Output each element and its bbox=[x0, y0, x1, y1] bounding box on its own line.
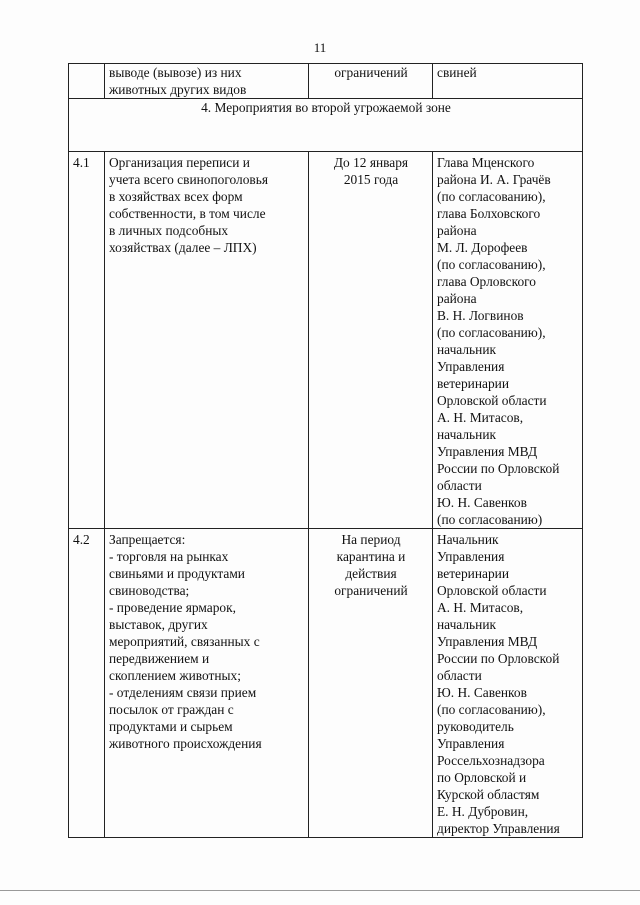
cell-responsible bbox=[433, 152, 583, 529]
text-line: по Орловской и bbox=[437, 770, 527, 785]
text-line: А. Н. Митасов, bbox=[437, 600, 524, 615]
text-line: - торговля на рынках bbox=[109, 549, 229, 564]
text-line: глава Орловского bbox=[437, 274, 537, 289]
text-line: Запрещается: bbox=[109, 532, 186, 547]
text-line: Организация переписи и bbox=[109, 155, 250, 170]
text-line: действия bbox=[345, 566, 397, 581]
text-line: карантина и bbox=[336, 549, 406, 564]
text-line: (по согласованию), bbox=[437, 257, 546, 272]
text-line: Управления bbox=[437, 359, 505, 374]
text-line: глава Болховского bbox=[437, 206, 541, 221]
text-line: хозяйствах (далее – ЛПХ) bbox=[109, 240, 257, 255]
text-line: 2015 года bbox=[343, 172, 399, 187]
text-line: посылок от граждан с bbox=[109, 702, 234, 717]
text-line: Управления МВД bbox=[437, 634, 538, 649]
text-line: Е. Н. Дубровин, bbox=[437, 804, 529, 819]
text-line: района bbox=[437, 223, 477, 238]
text-line: области bbox=[437, 668, 482, 683]
text-line: свиноводства; bbox=[109, 583, 190, 598]
text-line: (по согласованию), bbox=[437, 189, 546, 204]
text-line: (по согласованию), bbox=[437, 702, 546, 717]
text-line: начальник bbox=[437, 342, 496, 357]
text-line: Управления bbox=[437, 736, 505, 751]
text-line: России по Орловской bbox=[437, 651, 560, 666]
cell-responsible bbox=[433, 529, 583, 838]
measures-table bbox=[68, 63, 583, 838]
text-line: выставок, других bbox=[109, 617, 208, 632]
text-line: Управления bbox=[437, 549, 505, 564]
text-line: начальник bbox=[437, 427, 496, 442]
text-line: мероприятий, связанных с bbox=[109, 634, 260, 649]
text-line: ограничений bbox=[334, 583, 408, 598]
text-line: скоплением животных; bbox=[109, 668, 241, 683]
text-line: - отделениям связи прием bbox=[109, 685, 257, 700]
text-line: района И. А. Грачёв bbox=[437, 172, 551, 187]
text-line: В. Н. Логвинов bbox=[437, 308, 524, 323]
text-line: руководитель bbox=[437, 719, 514, 734]
page-bottom-rule bbox=[0, 890, 640, 891]
text-line: свиней bbox=[437, 65, 477, 80]
text-line: ветеринарии bbox=[437, 376, 509, 391]
table-row bbox=[69, 64, 583, 99]
text-line: Глава Мценского bbox=[437, 155, 535, 170]
cell-num: 4.2 bbox=[69, 529, 105, 838]
text-line: Управления МВД bbox=[437, 444, 538, 459]
text-line: начальник bbox=[437, 617, 496, 632]
text-line: Ю. Н. Савенков bbox=[437, 495, 527, 510]
text-line: (по согласованию) bbox=[437, 512, 543, 527]
cell-activity bbox=[105, 152, 309, 529]
text-line: Ю. Н. Савенков bbox=[437, 685, 527, 700]
cell-activity bbox=[105, 64, 309, 99]
text-line: Курской областям bbox=[437, 787, 540, 802]
text-line: ветеринарии bbox=[437, 566, 509, 581]
cell-responsible bbox=[433, 64, 583, 99]
text-line: А. Н. Митасов, bbox=[437, 410, 524, 425]
text-line: Начальник bbox=[437, 532, 499, 547]
cell-num bbox=[69, 64, 105, 99]
text-line: (по согласованию), bbox=[437, 325, 546, 340]
text-line: Орловской области bbox=[437, 393, 547, 408]
text-line: директор Управления bbox=[437, 821, 560, 836]
section-heading: 4. Мероприятия во второй угрожаемой зоне bbox=[69, 99, 583, 152]
text-line: Россельхознадзора bbox=[437, 753, 545, 768]
text-line: передвижением и bbox=[109, 651, 210, 666]
text-line: учета всего свинопоголовья bbox=[109, 172, 268, 187]
text-line: России по Орловской bbox=[437, 461, 560, 476]
section-row bbox=[69, 99, 583, 152]
text-line: Орловской области bbox=[437, 583, 547, 598]
text-line: в личных подсобных bbox=[109, 223, 229, 238]
table-row bbox=[69, 152, 583, 529]
text-line: М. Л. Дорофеев bbox=[437, 240, 528, 255]
text-line: района bbox=[437, 291, 477, 306]
text-line: - проведение ярмарок, bbox=[109, 600, 236, 615]
cell-num: 4.1 bbox=[69, 152, 105, 529]
text-line: На период bbox=[341, 532, 401, 547]
text-line: в хозяйствах всех форм bbox=[109, 189, 243, 204]
text-line: области bbox=[437, 478, 482, 493]
cell-activity bbox=[105, 529, 309, 838]
table-row bbox=[69, 529, 583, 838]
page-number: 11 bbox=[313, 40, 327, 55]
cell-deadline bbox=[309, 64, 433, 99]
text-line: свиньями и продуктами bbox=[109, 566, 245, 581]
cell-deadline bbox=[309, 152, 433, 529]
text-line: ограничений bbox=[334, 65, 408, 80]
cell-deadline bbox=[309, 529, 433, 838]
text-line: продуктами и сырьем bbox=[109, 719, 233, 734]
text-line: животного происхождения bbox=[109, 736, 262, 751]
text-line: животных других видов bbox=[109, 82, 247, 97]
text-line: выводе (вывозе) из них bbox=[109, 65, 242, 80]
text-line: собственности, в том числе bbox=[109, 206, 266, 221]
text-line: До 12 января bbox=[333, 155, 409, 170]
